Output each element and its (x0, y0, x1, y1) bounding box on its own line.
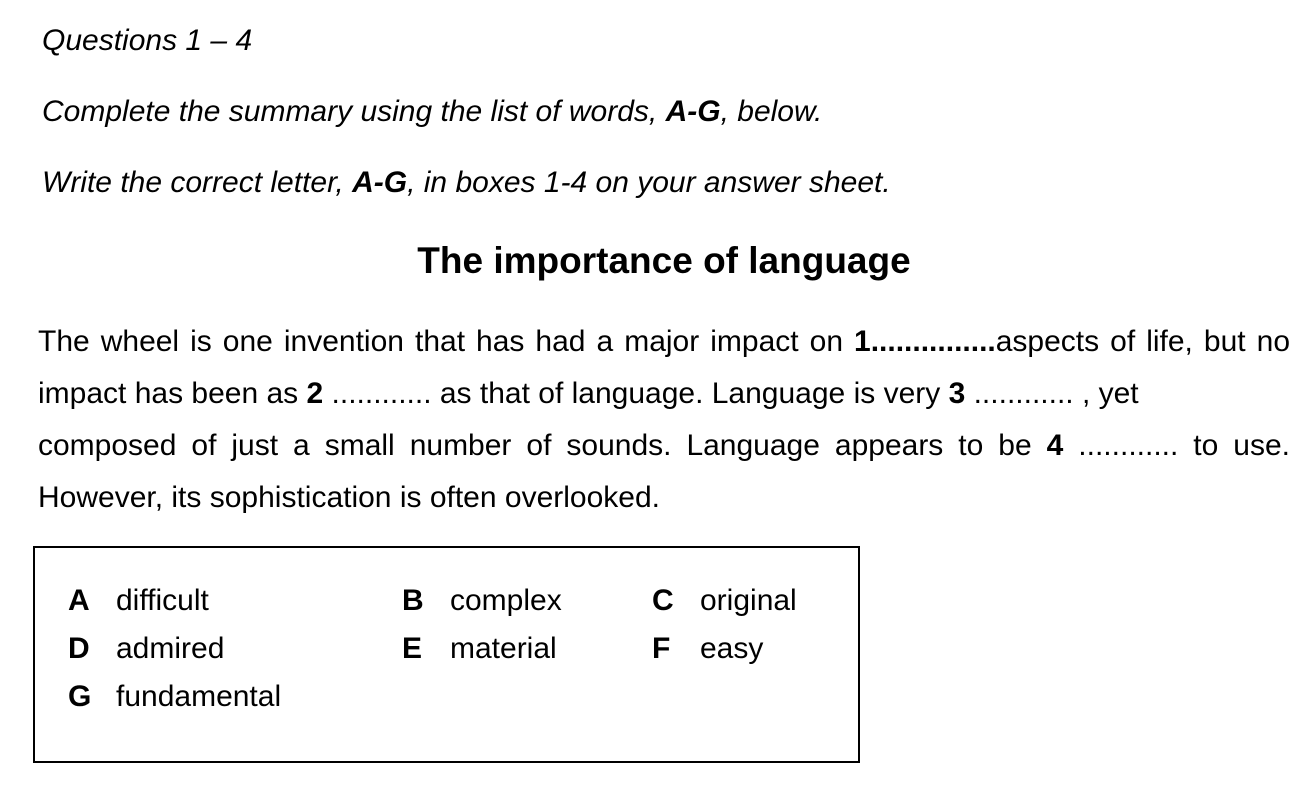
option-letter: G (68, 680, 92, 713)
summary-line-4 (38, 472, 1290, 524)
summary-text: However, its sophistication is often overlooked. (38, 481, 660, 514)
option-letter: F (652, 632, 671, 665)
summary-text: composed of just a small number of sounds. Language appears to be (38, 429, 1047, 462)
option-letter: E (402, 632, 423, 665)
summary-title: The importance of language (417, 240, 911, 281)
summary-text: aspects of life, but no (995, 325, 1290, 358)
question-blank-2: 2 (306, 377, 324, 410)
instruction-text: , below. (720, 95, 823, 128)
instruction-text: Write the correct letter, (42, 166, 353, 199)
question-blank-3: 3 (948, 377, 966, 410)
summary-paragraph (38, 316, 1290, 524)
question-blank-1: 1............... (854, 325, 996, 358)
option-letter: A (68, 584, 90, 617)
summary-text: The wheel is one invention that has had a major impact on (38, 325, 855, 358)
instruction-complete-summary (42, 93, 1290, 131)
question-blank-4: 4 (1046, 429, 1064, 462)
option-letter: D (68, 632, 90, 665)
summary-text: ............ as that of language. Language is very (323, 377, 949, 410)
option-word: easy (700, 632, 764, 665)
summary-text: ............ to use. (1063, 429, 1291, 462)
word-list-box (33, 546, 860, 763)
option-word: admired (116, 632, 225, 665)
summary-line-3 (38, 420, 1290, 472)
word-option-g (68, 680, 402, 714)
instruction-letters-range: A-G (352, 166, 408, 199)
summary-line-2 (38, 368, 1290, 420)
summary-line-1 (38, 316, 1290, 368)
summary-text: impact has been as (38, 377, 307, 410)
word-option-a (68, 584, 402, 618)
summary-text: ............ , yet (965, 377, 1139, 410)
instruction-letters-range: A-G (665, 95, 721, 128)
option-word: material (450, 632, 557, 665)
option-word: complex (450, 584, 562, 617)
instruction-text: Complete the summary using the list of words, (42, 95, 666, 128)
instruction-write-letter (42, 164, 1290, 202)
word-option-f (652, 632, 858, 666)
questions-range-heading: Questions 1 – 4 (42, 24, 253, 57)
option-word: difficult (116, 584, 209, 617)
word-option-c (652, 584, 858, 618)
word-option-b (402, 584, 652, 618)
option-letter: B (402, 584, 424, 617)
option-word: fundamental (116, 680, 282, 713)
word-list-grid (68, 584, 858, 714)
option-letter: C (652, 584, 674, 617)
option-word: original (700, 584, 797, 617)
instruction-text: , in boxes 1-4 on your answer sheet. (407, 166, 891, 199)
word-option-d (68, 632, 402, 666)
word-option-e (402, 632, 652, 666)
